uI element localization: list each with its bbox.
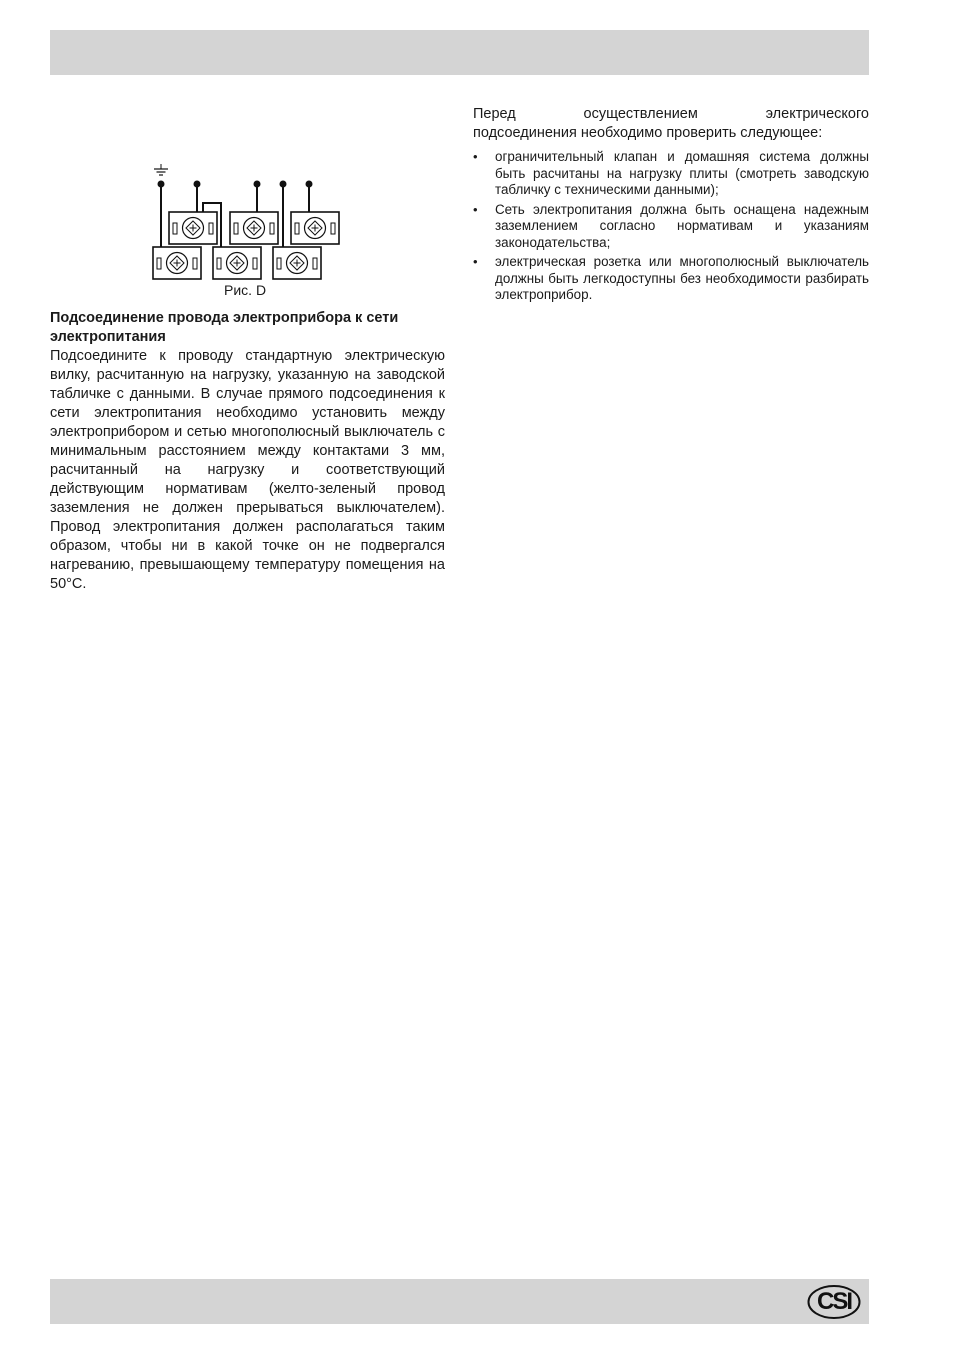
checklist-intro xyxy=(473,105,869,143)
list-item xyxy=(473,202,869,252)
list-item xyxy=(473,254,869,304)
terminal-dot-icon xyxy=(306,181,313,188)
connection-section xyxy=(50,309,445,594)
wiring-diagram xyxy=(148,160,343,300)
terminal-dot-icon xyxy=(158,181,165,188)
list-item-text: электрическая розетка или многополюсный выключатель должны быть легкодоступны без необходимости разбирать электроприбор. xyxy=(495,254,869,302)
terminal-block-diagram xyxy=(148,160,343,300)
list-item-text: ограничительный клапан и домашняя система должны быть расчитаны на нагрузку плиты (смотреть заводскую табличку с техническими данными); xyxy=(495,149,869,197)
csi-logo xyxy=(807,1284,861,1320)
footer-band xyxy=(50,1279,869,1324)
checklist-intro-line-2: подсоединения необходимо проверить следующее: xyxy=(473,125,823,141)
bullet-icon: • xyxy=(473,149,478,164)
bullet-icon: • xyxy=(473,254,478,269)
terminal-dot-icon xyxy=(194,181,201,188)
checklist-section xyxy=(473,105,869,307)
list-item xyxy=(473,149,869,199)
logo-text: CSI xyxy=(816,1288,851,1315)
section-body: Подсоедините к проводу стандартную электрическую вилку, расчитанную на нагрузку, указанную на заводской табличке с данными. В случае прямого подсоединения к сети электропитания необходимо установить между электроприбором и сетью многополюсный выключатель с минимальным расстоянием между контактами 3 мм, расчитанный на нагрузку и соответствующий действующим нормативам (желто-зеленый провод заземления не должен прерываться выключателем). Провод электропитания должен располагаться таким образом, чтобы ни в какой точке он не подвергался нагреванию, превышающему температуру помещения на 50°C. xyxy=(50,348,445,592)
checklist-intro-line-1: Перед осуществлением электрического xyxy=(473,106,869,122)
bullet-icon: • xyxy=(473,201,478,217)
header-band xyxy=(50,30,869,75)
section-heading: Подсоединение провода электроприбора к сети электропитания xyxy=(50,310,399,345)
terminal-dot-icon xyxy=(254,181,261,188)
terminal-dot-icon xyxy=(280,181,287,188)
checklist-list xyxy=(473,149,869,304)
list-item-text: Сеть электропитания должна быть оснащена надежным заземлением согласно нормативам и указаниям законодательства; xyxy=(495,201,869,250)
figure-caption: Рис. D xyxy=(224,282,267,298)
